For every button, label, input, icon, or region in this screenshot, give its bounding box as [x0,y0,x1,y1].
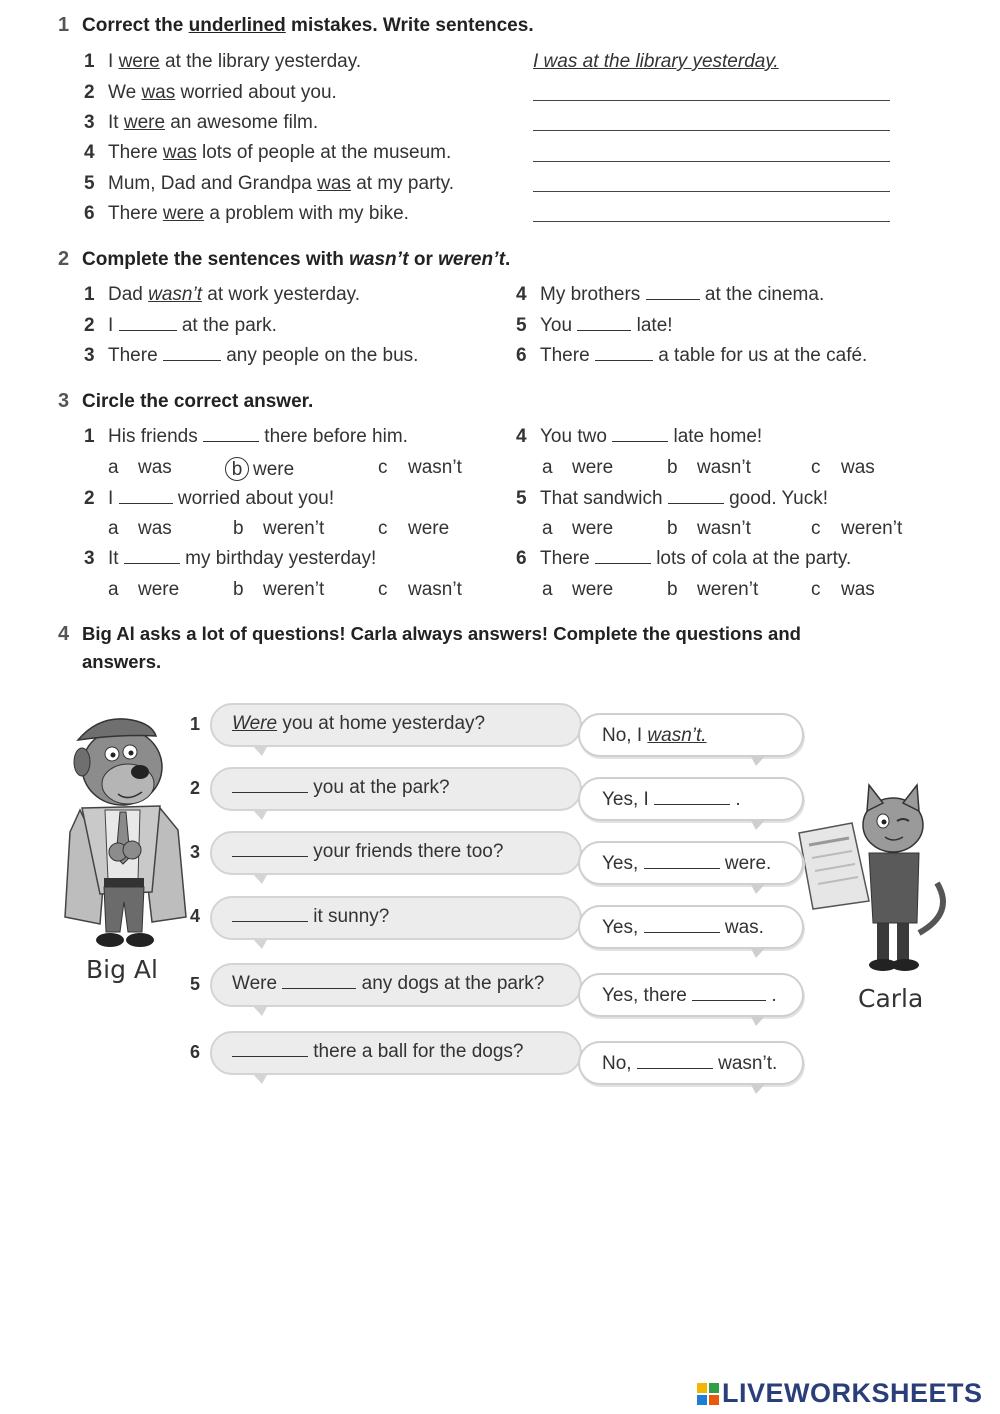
answer-blank [612,426,668,442]
liveworksheets-logo-icon [697,1383,719,1405]
answer-blank[interactable] [232,841,308,857]
ex4-title-line2: answers. [82,651,162,672]
answer-blank[interactable] [644,853,720,869]
ex1-item: 5 Mum, Dad and Grandpa was at my party. [84,173,455,194]
option-c[interactable]: c was [811,457,875,478]
ex1-item: 4 There was lots of people at the museum. [84,142,452,163]
ex2-item: 1 Dad wasn’t at work yesterday. [84,284,361,305]
ex1-item: 2 We was worried about you. [84,82,337,103]
big-al-question-bubble: there a ball for the dogs? [210,1031,582,1075]
ex2-item: 5 You late! [516,315,673,336]
ex1-answer-line-5[interactable] [533,191,890,192]
option-a[interactable]: a were [542,579,614,600]
ex3-item: 4 You two late home! [516,426,763,447]
answer-blank[interactable] [654,789,730,805]
option-b-circled[interactable]: b were [231,457,294,481]
answer-blank[interactable] [644,917,720,933]
carla-answer-bubble: No, I wasn’t. [578,713,804,757]
ex3-item: 6 There lots of cola at the party. [516,548,852,569]
answer-blank [203,426,259,442]
ex2-item: 3 There any people on the bus. [84,345,419,366]
carla-answer-bubble: Yes, I . [578,777,804,821]
ex1-model-answer: I was at the library yesterday. [533,51,779,72]
answer-blank [595,548,651,564]
option-b[interactable]: b weren’t [667,579,759,600]
answer-blank[interactable] [232,777,308,793]
ex4-row-number: 5 [190,974,201,994]
ex4-row-number: 1 [190,714,201,734]
ex3-item: 5 That sandwich good. Yuck! [516,488,829,509]
ex4-title: 4 Big Al asks a lot of questions! Carla always answers! Complete the questions and [58,623,801,645]
answer-blank[interactable] [282,973,356,989]
option-a[interactable]: a was [108,457,172,478]
option-c[interactable]: c wasn’t [378,579,462,600]
option-a[interactable]: a were [108,579,180,600]
big-al-label: Big Al [86,955,158,984]
option-b[interactable]: b wasn’t [667,518,751,539]
answer-blank[interactable] [232,1041,308,1057]
answer-blank[interactable] [577,315,631,331]
ex4-row-number: 6 [190,1042,201,1062]
carla-answer-bubble: Yes, there . [578,973,804,1017]
answer-blank[interactable] [232,906,308,922]
option-c[interactable]: c was [811,579,875,600]
ex3-title: 3 Circle the correct answer. [58,390,314,412]
ex1-item: 1 I were at the library yesterday. [84,51,362,72]
option-c[interactable]: c wasn’t [378,457,462,478]
ex2-item: 4 My brothers at the cinema. [516,284,825,305]
ex1-item: 3 It were an awesome film. [84,112,319,133]
big-al-question-bubble: you at the park? [210,767,582,811]
answer-blank[interactable] [595,345,653,361]
big-al-question-bubble: Were you at home yesterday? [210,703,582,747]
answer-blank [124,548,180,564]
answer-blank [119,488,173,504]
big-al-question-bubble: your friends there too? [210,831,582,875]
big-al-illustration [60,712,195,952]
ex1-item: 6 There were a problem with my bike. [84,203,409,224]
option-a[interactable]: a were [542,518,614,539]
answer-blank[interactable] [163,345,221,361]
ex2-item: 6 There a table for us at the café. [516,345,868,366]
carla-illustration [797,783,957,978]
ex4-row-number: 3 [190,842,201,862]
ex2-item: 2 I at the park. [84,315,277,336]
carla-answer-bubble: Yes, were. [578,841,804,885]
carla-label: Carla [858,984,924,1013]
ex3-item: 1 His friends there before him. [84,426,408,447]
ex3-item: 3 It my birthday yesterday! [84,548,377,569]
carla-answer-bubble: Yes, was. [578,905,804,949]
ex4-row-number: 4 [190,906,201,926]
circle-mark: b [225,457,249,481]
ex1-title: 1 Correct the underlined mistakes. Write sentences. [58,14,534,36]
ex1-answer-line-3[interactable] [533,130,890,131]
answer-blank [668,488,724,504]
ex1-answer-line-6[interactable] [533,221,890,222]
option-b[interactable]: b weren’t [233,579,325,600]
carla-answer-bubble: No, wasn’t. [578,1041,804,1085]
option-c[interactable]: c weren’t [811,518,903,539]
option-b[interactable]: b weren’t [233,518,325,539]
ex3-item: 2 I worried about you! [84,488,335,509]
liveworksheets-logo[interactable]: LIVEWORKSHEETS [722,1378,983,1408]
answer-blank[interactable] [692,985,766,1001]
answer-blank[interactable] [119,315,177,331]
ex4-row-number: 2 [190,778,201,798]
big-al-question-bubble: it sunny? [210,896,582,940]
option-c[interactable]: c were [378,518,450,539]
answer-blank[interactable] [646,284,700,300]
option-b[interactable]: b wasn’t [667,457,751,478]
big-al-question-bubble: Were any dogs at the park? [210,963,582,1007]
option-a[interactable]: a were [542,457,614,478]
option-a[interactable]: a was [108,518,172,539]
ex1-answer-line-2[interactable] [533,100,890,101]
answer-blank[interactable] [637,1053,713,1069]
ex1-answer-line-4[interactable] [533,161,890,162]
ex2-title: 2 Complete the sentences with wasn’t or weren’t. [58,248,511,270]
